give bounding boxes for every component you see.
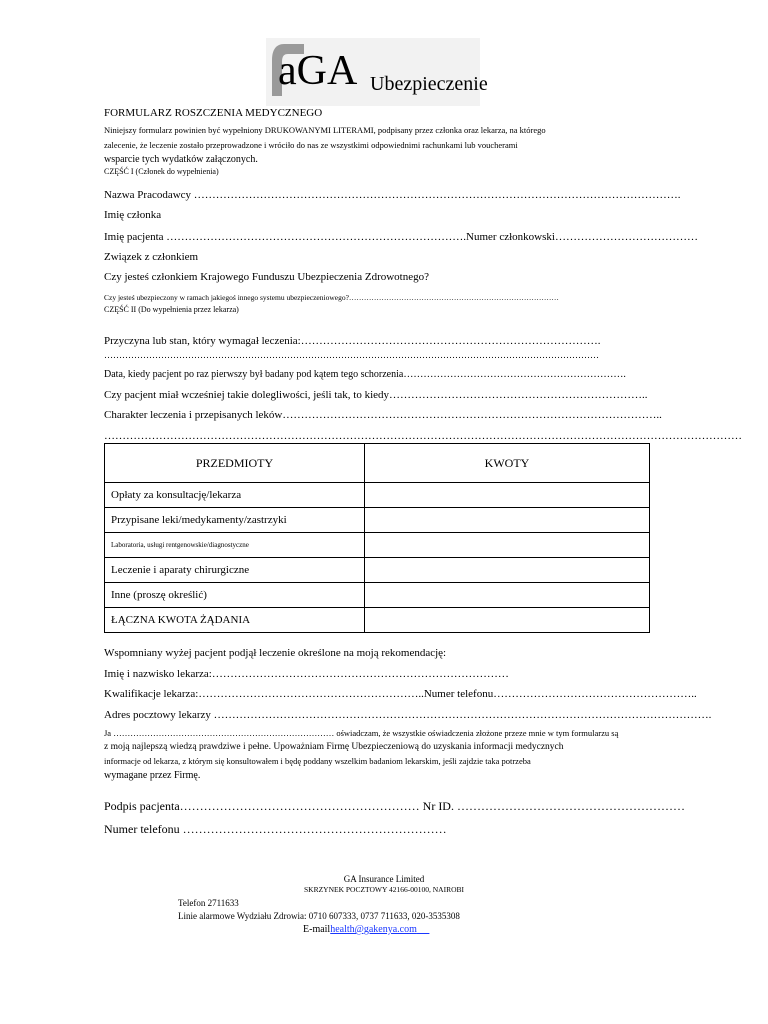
doctor-qualifications-phone-field[interactable]: Kwalifikacje lekarza:……………………………………………………..Numer telefonu………………………………………………..	[104, 688, 697, 700]
cause-field[interactable]: Przyczyna lub stan, który wymagał leczenia:……………………………………………………………………….	[104, 335, 601, 347]
other-insurance-question[interactable]: Czy jesteś ubezpieczony w ramach jakiegoś innego systemu ubezpieczeniowego?…………………………………………………………………………	[104, 293, 559, 302]
intro-line-3: wsparcie tych wydatków załączonych.	[104, 154, 258, 165]
table-row	[105, 583, 650, 608]
total-amount-cell[interactable]	[365, 608, 650, 633]
amount-cell[interactable]	[365, 583, 650, 608]
patient-phone-field[interactable]: Numer telefonu …………………………………………………………	[104, 822, 447, 836]
amount-cell[interactable]	[365, 558, 650, 583]
item-total-claim: ŁĄCZNA KWOTA ŻĄDANIA	[105, 608, 365, 633]
treatment-continuation-line[interactable]: …………………………………………………………………………………………………………………………………………………………	[104, 430, 742, 442]
amount-cell[interactable]	[365, 508, 650, 533]
declaration-line-4: wymagane przez Firmę.	[104, 770, 201, 781]
doctor-recommendation-text: Wspomniany wyżej pacjent podjął leczenie określone na moją rekomendację:	[104, 647, 447, 659]
items-column-header: PRZEDMIOTY	[105, 444, 365, 483]
doctor-address-field[interactable]: Adres pocztowy lekarzy ……………………………………………………………………………………………………………………….	[104, 709, 712, 721]
table-header-row	[105, 444, 650, 483]
item-consultation-fees: Opłaty za konsultację/lekarza	[105, 483, 365, 508]
employer-name-field[interactable]: Nazwa Pracodawcy …………………………………………………………………………………………………………………….	[104, 189, 681, 201]
intro-line-1: Niniejszy formularz powinien być wypełniony DRUKOWANYMI LITERAMI, podpisany przez członka oraz lekarza, na którego	[104, 125, 546, 135]
logo-text: aGA	[278, 48, 358, 94]
item-other: Inne (proszę określić)	[105, 583, 365, 608]
item-prescribed-drugs: Przypisane leki/medykamenty/zastrzyki	[105, 508, 365, 533]
cause-continuation-line[interactable]: …………………………………………………………………………………………………………………………………………………	[104, 350, 599, 360]
previous-symptoms-field[interactable]: Czy pacjent miał wcześniej takie dolegliwości, jeśli tak, to kiedy……………………………………………………………..	[104, 389, 648, 401]
declaration-line-3: informacje od lekarza, z którym się konsultowałem i będę poddany wszelkim badaniom lekarskim, jeśli zajdzie taka potrzeba	[104, 756, 531, 766]
relationship-field[interactable]: Związek z członkiem	[104, 251, 199, 263]
claims-table	[104, 443, 650, 633]
nhif-question[interactable]: Czy jesteś członkiem Krajowego Funduszu Ubezpieczenia Zdrowotnego?	[104, 271, 430, 283]
table-row	[105, 558, 650, 583]
form-title: FORMULARZ ROSZCZENIA MEDYCZNEGO	[104, 107, 323, 119]
item-laboratory-services: Laboratoria, usługi rentgenowskie/diagnostyczne	[105, 533, 365, 558]
doctor-name-field[interactable]: Imię i nazwisko lekarza:………………………………………………………………………	[104, 668, 509, 680]
declaration-line-2: z moją najlepszą wiedzą prawdziwe i pełne. Upoważniam Firmę Ubezpieczeniową do uzyskania informacji medycznych	[104, 742, 564, 752]
patient-name-member-number-field[interactable]: Imię pacjenta ……………………………………………………………………….Numer członkowski…………………………………	[104, 231, 698, 243]
table-row	[105, 508, 650, 533]
email-label: E-mail	[303, 924, 331, 935]
item-surgical-treatment: Leczenie i aparaty chirurgiczne	[105, 558, 365, 583]
table-row	[105, 533, 650, 558]
part-2-heading: CZĘŚĆ II (Do wypełnienia przez lekarza)	[104, 305, 239, 314]
patient-signature-id-field[interactable]: Podpis pacjenta…………………………………………………… Nr ID. …………………………………………………	[104, 799, 685, 813]
treatment-nature-field[interactable]: Charakter leczenia i przepisanych leków…………………………………………………………………………………………..	[104, 409, 662, 421]
email-line	[303, 924, 429, 935]
first-exam-date-field[interactable]: Data, kiedy pacjent po raz pierwszy był badany pod kątem tego schorzenia………………………………………………………….	[104, 369, 626, 380]
part-1-heading: CZĘŚĆ I (Członek do wypełnienia)	[104, 167, 219, 176]
amount-cell[interactable]	[365, 533, 650, 558]
emergency-hotlines: Linie alarmowe Wydziału Zdrowia: 0710 607333, 0737 711633, 020-3535308	[178, 911, 460, 921]
table-row	[105, 608, 650, 633]
member-name-field[interactable]: Imię członka	[104, 209, 162, 221]
company-pobox: SKRZYNEK POCZTOWY 42166-00100, NAIROBI	[304, 885, 464, 894]
table-row	[105, 483, 650, 508]
email-link[interactable]: health@gakenya.com	[330, 924, 417, 935]
amounts-column-header: KWOTY	[365, 444, 650, 483]
company-name: GA Insurance Limited	[343, 874, 425, 884]
declaration-line-1[interactable]: Ja …………………………………………………………………… oświadczam, że wszystkie oświadczenia złożone przeze mnie w tym formularzu są	[104, 728, 619, 738]
email-link-underline-tail	[417, 924, 430, 935]
company-telephone: Telefon 2711633	[178, 898, 239, 908]
intro-line-2: zalecenie, że leczenie zostało przeprowadzone i wróciło do nas ze wszystkimi odpowiednimi rachunkami lub voucherami	[104, 140, 518, 150]
amount-cell[interactable]	[365, 483, 650, 508]
logo-subtitle: Ubezpieczenie	[370, 73, 488, 95]
